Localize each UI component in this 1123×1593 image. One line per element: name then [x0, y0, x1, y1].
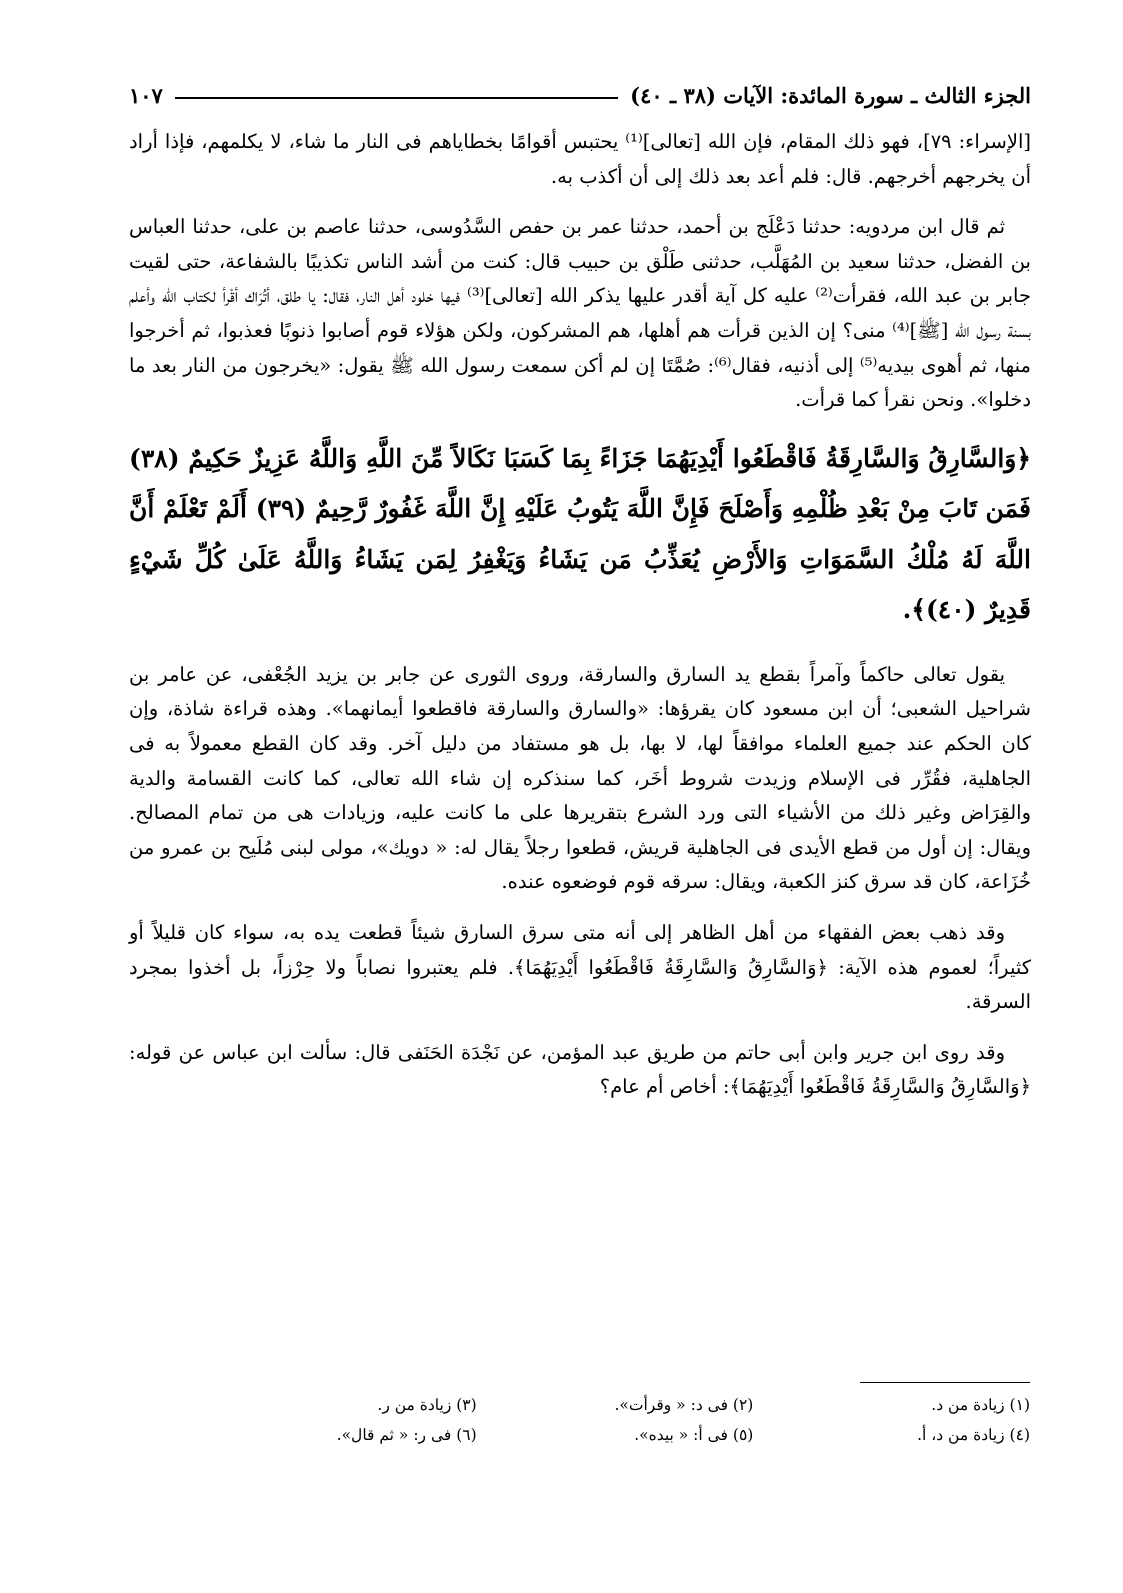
page-body — [129, 125, 1031, 1121]
commentary-paragraph: وقد ذهب بعض الفقهاء من أهل الظاهر إلى أنه متى سرق السارق شيئاً قطعت يده به، سواء كان قليلاً أو كثيراً؛ لعموم هذه الآية: ﴿وَالسَّارِقُ وَالسَّارِقَةُ فَاقْطَعُوا أَيْدِيَهُمَا﴾. فلم يعتبروا نصاباً ولا حِرْزاً، بل أخذوا بمجرد السرقة. — [129, 920, 1031, 1014]
footnote: (٣) زيادة من ر. — [377, 1396, 477, 1414]
footnote: (١) زيادة من د. — [931, 1396, 1030, 1414]
page-number: ١٠٧ — [129, 82, 163, 108]
paragraph-hadith-chain: ثم قال ابن مردويه: حدثنا دَعْلَج بن أحمد، حدثنا عمر بن حفص السَّدُوسى، حدثنا عاصم بن على، حدثنا العباس بن الفضل، حدثنا سعيد بن المُهَلَّب، حدثنى طَلْق بن حبيب قال: كنت من أشد الناس تكذيبًا بالشفاعة، حتى لقيت جابر بن عبد الله، فقرأت⁽²⁾ عليه كل آية أقدر عليها يذكر الله [تعالى]⁽³⁾ فيها خلود أهل النار، فقال: يا طلق، أتُرَاك أقْرأ لكتاب الله وأعلم بسنة رسول الله [ﷺ]⁽⁴⁾ منى؟ إن الذين قرأت هم أهلها، هم المشركون، ولكن هؤلاء قوم أصابوا ذنوبًا فعذبوا، ثم أخرجوا منها، ثم أهوى بيديه⁽⁵⁾ إلى أذنيه، فقال⁽⁶⁾: صُمَّتَا إن لم أكن سمعت رسول الله ﷺ يقول: «يخرجون من النار بعد ما دخلوا». ونحن نقرأ كما قرأت. — [129, 215, 1032, 412]
commentary-paragraph: وقد روى ابن جرير وابن أبى حاتم من طريق عبد المؤمن، عن نَجْدَة الحَنَفى قال: سألت ابن عباس عن قوله: ﴿وَالسَّارِقُ وَالسَّارِقَةُ فَاقْطَعُوا أَيْدِيَهُمَا﴾: أخاص أم عام؟ — [129, 1040, 1031, 1099]
quran-verse-block: ﴿وَالسَّارِقُ وَالسَّارِقَةُ فَاقْطَعُوا أَيْدِيَهُمَا جَزَاءً بِمَا كَسَبَا نَكَالاً مِّنَ اللَّهِ وَاللَّهُ عَزِيزٌ حَكِيمٌ (٣٨) فَمَن تَابَ مِنْ بَعْدِ ظُلْمِهِ وَأَصْلَحَ فَإِنَّ اللَّهَ يَتُوبُ عَلَيْهِ إِنَّ اللَّهَ غَفُورٌ رَّحِيمٌ (٣٩) أَلَمْ تَعْلَمْ أَنَّ اللَّهَ لَهُ مُلْكُ السَّمَوَاتِ وَالأَرْضِ يُعَذِّبُ مَن يَشَاءُ وَيَغْفِرُ لِمَن يَشَاءُ وَاللَّهُ عَلَىٰ كُلِّ شَيْءٍ قَدِيرٌ (٤٠)﴾. — [129, 443, 1031, 625]
running-header — [129, 78, 1031, 112]
footnotes — [200, 1394, 1030, 1446]
paragraph-continuation: [الإسراء: ٧٩]، فهو ذلك المقام، فإن الله [تعالى]⁽¹⁾ يحتبس أقوامًا بخطاياهم فى النار ما شاء، لا يكلمهم، فإذا أراد أن يخرجهم أخرجهم. قال: فلم أعد بعد ذلك إلى أن أكذب به. — [129, 130, 1032, 188]
footnote: (٥) فى أ: « بيده». — [634, 1426, 754, 1444]
commentary-paragraph: يقول تعالى حاكماً وآمراً بقطع يد السارق والسارقة، وروى الثورى عن جابر بن يزيد الجُعْفى، عن عامر بن شراحيل الشعبى؛ أن ابن مسعود كان يقرؤها: «والسارق والسارقة فاقطعوا أيمانهما». وهذه قراءة شاذة، وإن كان الحكم عند جميع العلماء موافقاً لها، لا بها، بل هو مستفاد من دليل آخر. وقد كان القطع معمولاً به فى الجاهلية، فقُرِّر فى الإسلام وزيدت شروط أخَر، كما سنذكره إن شاء الله تعالى، كما كانت القسامة والدية والقِرَاض وغير ذلك من الأشياء التى ورد الشرع بتقريرها على ما كانت عليه، وزيادات هى من تمام المصالح. ويقال: إن أول من قطع الأيدى فى الجاهلية قريش، قطعوا رجلاً يقال له: « دويك»، مولى لبنى مُلَيح بن عمرو من خُزَاعة، كان قد سرق كنز الكعبة، ويقال: سرقه قوم فوضعوه عنده. — [129, 662, 1031, 894]
footnote: (٢) فى د: « وقرأت». — [614, 1396, 754, 1414]
header-rule — [175, 97, 618, 99]
footnote: (٤) زيادة من د، أ. — [917, 1426, 1030, 1444]
footnote: (٦) فى ر: « ثم قال». — [336, 1426, 477, 1444]
footnote-rule — [860, 1382, 1030, 1383]
running-title: الجزء الثالث ـ سورة المائدة: الآيات (٣٨ ـ ٤٠) — [630, 82, 1031, 108]
